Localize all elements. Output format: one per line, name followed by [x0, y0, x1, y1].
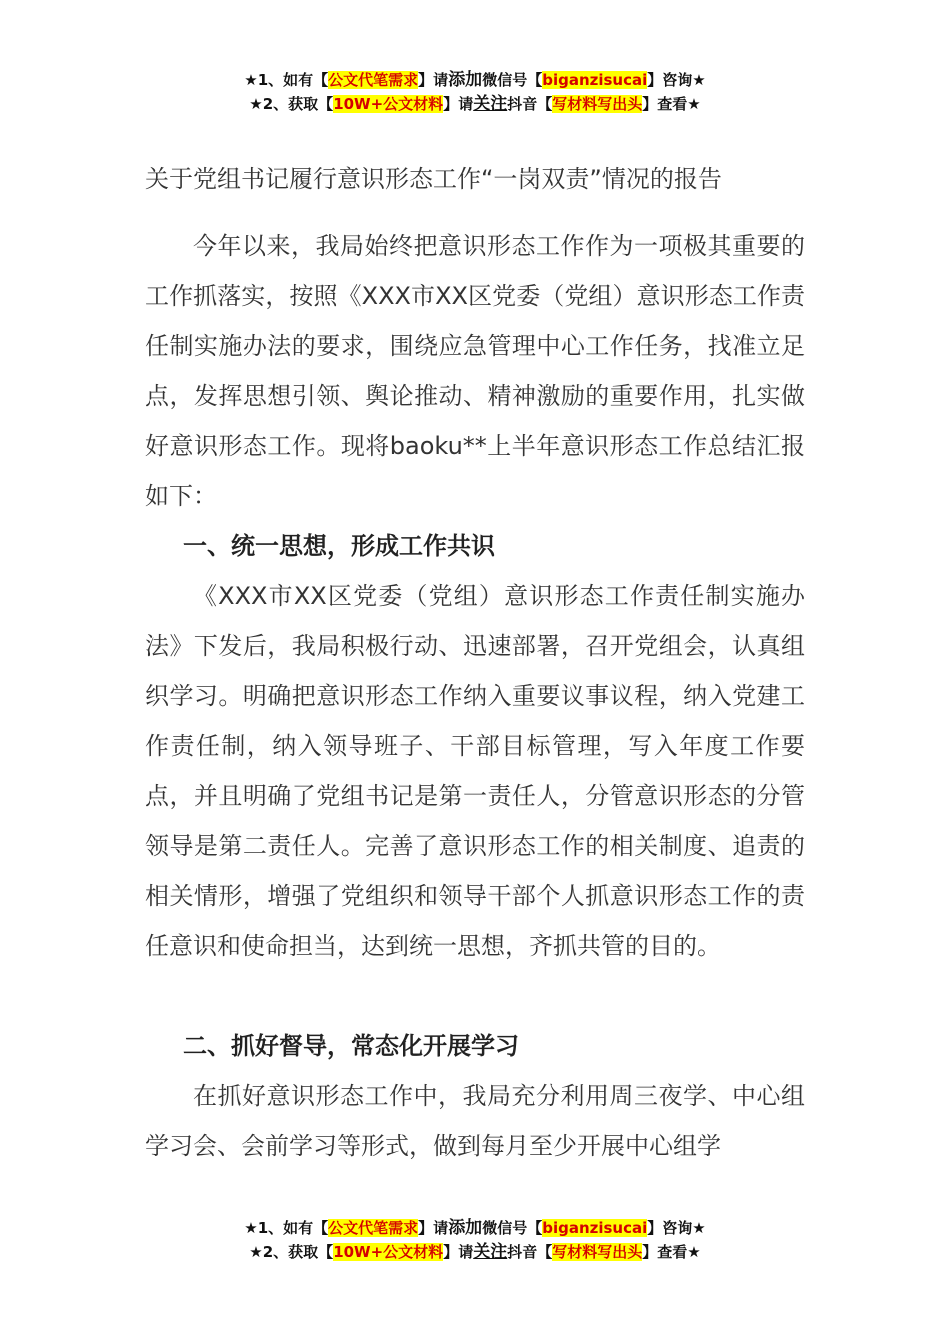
banner-wechat-id: biganzisucai: [542, 1219, 648, 1237]
intro-paragraph: 今年以来，我局始终把意识形态工作作为一项极其重要的工作抓落实，按照《XXX市XX区党委（党组）意识形态工作责任制实施办法的要求，围绕应急管理中心工作任务，找准立足点，发挥思想引领、舆论推动、精神激励的重要作用，扎实做好意识形态工作。现将baoku**上半年意识形态工作总结汇报如下：: [145, 232, 805, 510]
banner-line-1: ★1、如有【公文代笔需求】请添加微信号【biganzisucai】咨询★: [244, 1218, 706, 1238]
bottom-banner: [0, 1216, 950, 1264]
document-title: 关于党组书记履行意识形态工作“一岗双责”情况的报告: [145, 165, 722, 193]
banner-douyin-id: 写材料写出头: [552, 1243, 643, 1261]
banner-douyin-id: 写材料写出头: [552, 95, 643, 113]
banner-line-2: ★2、获取【10W+公文材料】请关注抖音【写材料写出头】查看★: [249, 94, 701, 114]
banner-highlight: 公文代笔需求: [328, 1219, 419, 1237]
section-2-heading: 二、抓好督导，常态化开展学习: [183, 1032, 519, 1060]
banner-wechat-id: biganzisucai: [542, 71, 648, 89]
top-banner: [0, 68, 950, 116]
banner-highlight: 公文代笔需求: [328, 71, 419, 89]
section-1-heading: 一、统一思想，形成工作共识: [183, 532, 495, 560]
banner-highlight: 10W+公文材料: [333, 1243, 444, 1261]
banner-highlight: 10W+公文材料: [333, 95, 444, 113]
section-2-paragraph: 在抓好意识形态工作中，我局充分利用周三夜学、中心组学习会、会前学习等形式，做到每月至少开展中心组学: [145, 1082, 805, 1160]
section-1-paragraph: 《XXX市XX区党委（党组）意识形态工作责任制实施办法》下发后，我局积极行动、迅速部署，召开党组会，认真组织学习。明确把意识形态工作纳入重要议事议程，纳入党建工作责任制，纳入领导班子、干部目标管理，写入年度工作要点，并且明确了党组书记是第一责任人，分管意识形态的分管领导是第二责任人。完善了意识形态工作的相关制度、追责的相关情形，增强了党组织和领导干部个人抓意识形态工作的责任意识和使命担当，达到统一思想，齐抓共管的目的。: [145, 582, 805, 960]
banner-line-2: ★2、获取【10W+公文材料】请关注抖音【写材料写出头】查看★: [249, 1242, 701, 1262]
banner-line-1: ★1、如有【公文代笔需求】请添加微信号【biganzisucai】咨询★: [244, 70, 706, 90]
